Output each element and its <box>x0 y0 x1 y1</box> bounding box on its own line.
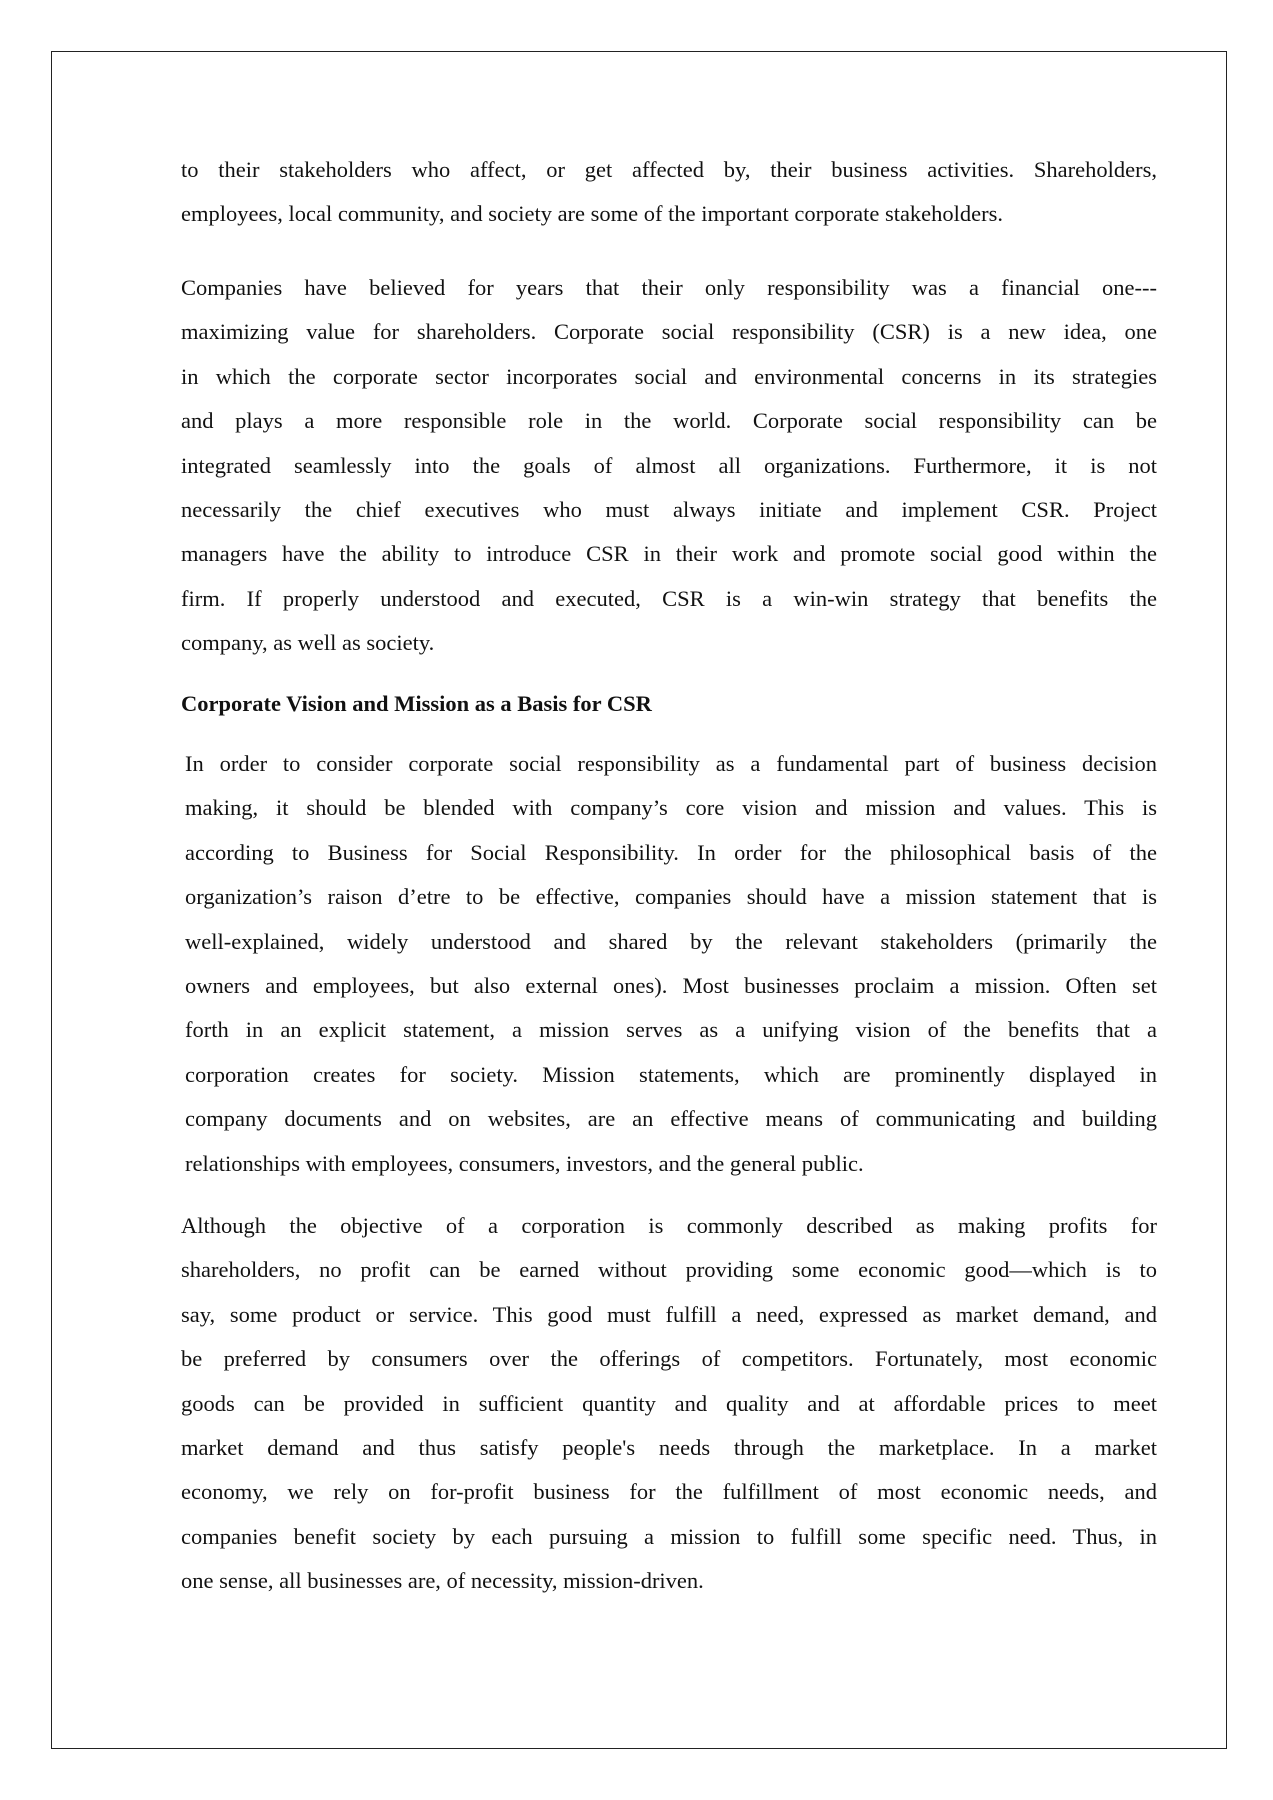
text-line: be preferred by consumers over the offerings of competitors. Fortunately, most economic <box>181 1346 1157 1372</box>
text-line: market demand and thus satisfy people's needs through the marketplace. In a market <box>181 1435 1157 1461</box>
text-line: organization’s raison d’etre to be effective, companies should have a mission statement that is <box>185 884 1157 910</box>
text-line: in which the corporate sector incorporates social and environmental concerns in its strategies <box>181 363 1157 389</box>
text-line: one sense, all businesses are, of necessity, mission-driven. <box>181 1568 704 1594</box>
text-line: corporation creates for society. Mission statements, which are prominently displayed in <box>185 1061 1157 1087</box>
text-line: Although the objective of a corporation is commonly described as making profits for <box>181 1213 1157 1238</box>
text-line: company, as well as society. <box>181 630 435 656</box>
text-line: necessarily the chief executives who must always initiate and implement CSR. Project <box>181 497 1157 523</box>
text-line: integrated seamlessly into the goals of almost all organizations. Furthermore, it is not <box>181 452 1157 478</box>
text-line: In order to consider corporate social responsibility as a fundamental part of business decision <box>185 751 1157 776</box>
text-line: goods can be provided in sufficient quantity and quality and at affordable prices to meet <box>181 1390 1157 1416</box>
text-line: forth in an explicit statement, a mission serves as a unifying vision of the benefits that a <box>185 1017 1157 1043</box>
paragraph-vision-mission <box>185 742 1157 1186</box>
text-line: maximizing value for shareholders. Corporate social responsibility (CSR) is a new idea, one <box>181 319 1157 345</box>
section-heading: Corporate Vision and Mission as a Basis for CSR <box>181 691 652 716</box>
text-line: making, it should be blended with company’s core vision and mission and values. This is <box>185 795 1157 821</box>
text-line: economy, we rely on for-profit business for the fulfillment of most economic needs, and <box>181 1479 1157 1505</box>
text-line: managers have the ability to introduce CSR in their work and promote social good within the <box>181 541 1157 567</box>
paragraph-profits <box>181 1204 1157 1604</box>
text-line: employees, local community, and society are some of the important corporate stakeholders. <box>181 201 1004 227</box>
text-line: owners and employees, but also external ones). Most businesses proclaim a mission. Often set <box>185 973 1157 999</box>
text-line: say, some product or service. This good must fulfill a need, expressed as market demand, and <box>181 1301 1157 1327</box>
text-line: to their stakeholders who affect, or get affected by, their business activities. Shareholders, <box>181 157 1157 182</box>
text-line: firm. If properly understood and executed, CSR is a win-win strategy that benefits the <box>181 585 1157 611</box>
text-line: according to Business for Social Responsibility. In order for the philosophical basis of the <box>185 839 1157 865</box>
text-line: companies benefit society by each pursuing a mission to fulfill some specific need. Thus, in <box>181 1523 1157 1549</box>
text-line: and plays a more responsible role in the world. Corporate social responsibility can be <box>181 408 1157 434</box>
paragraph-stakeholders <box>181 148 1157 237</box>
text-line: Companies have believed for years that their only responsibility was a financial one--- <box>181 275 1157 300</box>
paragraph-csr-intro <box>181 266 1157 666</box>
text-line: company documents and on websites, are an effective means of communicating and building <box>185 1106 1157 1132</box>
text-line: well-explained, widely understood and shared by the relevant stakeholders (primarily the <box>185 928 1157 954</box>
text-line: relationships with employees, consumers, investors, and the general public. <box>185 1150 864 1176</box>
text-line: shareholders, no profit can be earned without providing some economic good—which is to <box>181 1257 1157 1283</box>
